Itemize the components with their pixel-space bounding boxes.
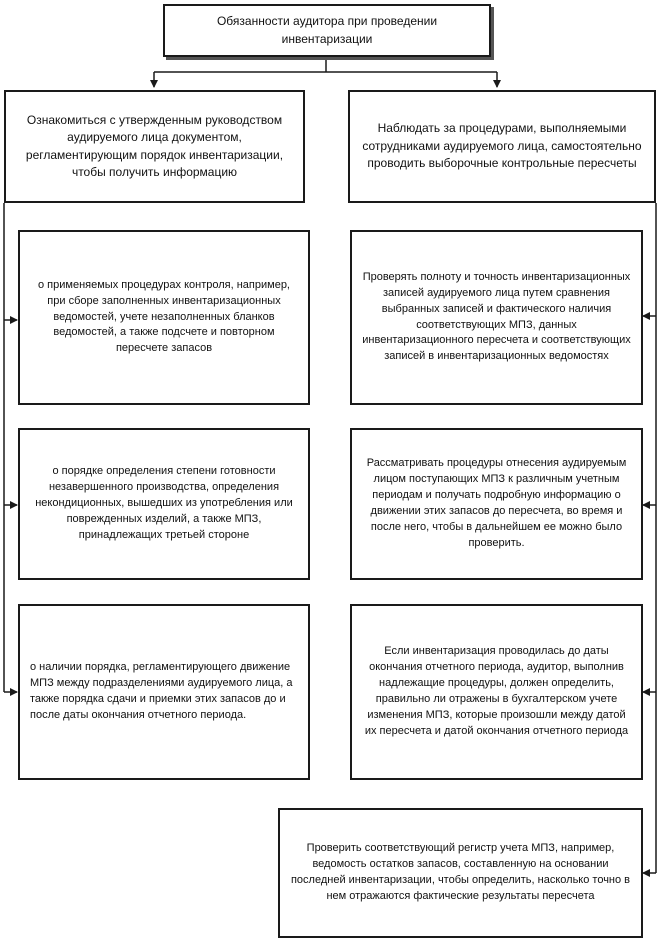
left-item-3-text: о наличии порядка, регламентирующего движение МПЗ между подразделениями аудируемого лица, а также порядка сдачи и приемки этих запасов до и после даты окончания отчетного периода. bbox=[30, 661, 293, 721]
left-item-2-box bbox=[18, 428, 310, 580]
right-item-1-text: Проверять полноту и точность инвентаризационных записей аудируемого лица путем сравнения выбранных записей и фактического наличия соответствующих МПЗ, данных инвентаризационного пересчета и соответствующих записей в инвентаризационных ведомостях bbox=[362, 270, 631, 363]
left-item-2-text: о порядке определения степени готовности незавершенного производства, определения некондиционных, вышедших из употребления или поврежденных изделий, а также МПЗ, принадлежащих третьей стороне bbox=[35, 465, 293, 541]
right-item-3-text: Если инвентаризация проводилась до даты окончания отчетного периода, аудитор, выполнив надлежащие процедуры, должен определить, правильно ли отражены в бухгалтерском учете изменения МПЗ, которые произошли между датой их пересчета и датой окончания отчетного периода bbox=[364, 645, 629, 737]
left-header-box bbox=[4, 90, 305, 203]
right-header-text: Наблюдать за процедурами, выполняемыми сотрудниками аудируемого лица, самостоятельно проводить выборочные контрольные пересчеты bbox=[362, 121, 642, 171]
right-header-box bbox=[348, 90, 656, 203]
right-item-3-box bbox=[350, 604, 643, 780]
right-item-1-box bbox=[350, 230, 643, 405]
right-item-2-box bbox=[350, 428, 643, 580]
title-text: Обязанности аудитора при проведении инвентаризации bbox=[216, 14, 438, 46]
right-item-4-text: Проверить соответствующий регистр учета МПЗ, например, ведомость остатков запасов, составленную на основании последней инвентаризации, чтобы определить, насколько точно в нем отражаются фактические результаты пересчета bbox=[290, 842, 631, 902]
left-item-1-box bbox=[18, 230, 310, 405]
left-item-3-box bbox=[18, 604, 310, 780]
left-item-1-text: о применяемых процедурах контроля, например, при сборе заполненных инвентаризационных ведомостей, учете незаполненных бланков ведомостей, а также подсчете и повторном пересчете запасов bbox=[38, 278, 290, 355]
right-item-4-box bbox=[278, 808, 643, 938]
title-box bbox=[163, 4, 491, 57]
left-header-text: Ознакомиться с утвержденным руководством аудируемого лица документом, регламентирующим порядок инвентаризации, чтобы получить информацию bbox=[25, 112, 284, 179]
right-item-2-text: Рассматривать процедуры отнесения аудируемым лицом поступающих МПЗ к различным учетным периодам и получать подробную информацию о движении этих запасов до пересчета, во время и после него, чтобы в дальнейшем ее можно было проверить. bbox=[366, 457, 627, 549]
